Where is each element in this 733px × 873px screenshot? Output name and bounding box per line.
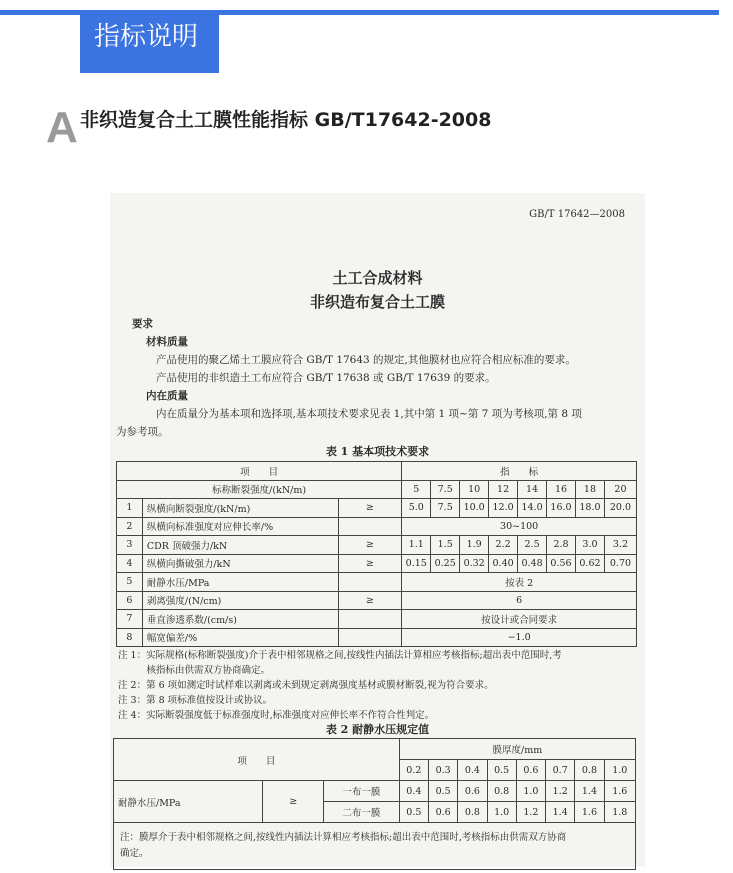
table2-note-row	[114, 823, 636, 870]
row-name: 耐静水压/MPa	[142, 573, 338, 592]
section-title: 非织造复合土工膜性能指标 GB/T17642-2008	[80, 109, 492, 131]
value-cell: 0.8	[458, 802, 487, 823]
value-cell: 0.5	[428, 781, 457, 802]
spec-cell: 12	[489, 480, 518, 499]
row-name: 纵横向标准强度对应伸长率/%	[142, 517, 338, 536]
value-cell: 2.8	[547, 536, 576, 555]
row-name: 一布一膜	[324, 781, 400, 802]
doc-title-sub: 非织造布复合土工膜	[309, 293, 445, 311]
thickness-cell: 0.6	[516, 760, 545, 781]
row-operator	[338, 610, 402, 629]
value-cell: 20.0	[604, 499, 636, 518]
table2-header-row	[114, 739, 636, 760]
standard-document-scan	[110, 193, 645, 867]
table1-header-index: 指 标	[402, 462, 637, 481]
heading-material-quality: 材料质量	[146, 336, 188, 348]
table-row	[117, 573, 637, 592]
thickness-cell: 0.7	[546, 760, 575, 781]
value-cell: 0.48	[518, 554, 547, 573]
row-name: 纵横向撕破强力/kN	[142, 554, 338, 573]
value-cell: 1.4	[575, 781, 604, 802]
row-operator: ≥	[338, 554, 402, 573]
row-number: 8	[117, 628, 143, 647]
row-name: 幅宽偏差/%	[142, 628, 338, 647]
value-cell: 0.15	[402, 554, 431, 573]
row-number: 6	[117, 591, 143, 610]
value-cell: 2.5	[518, 536, 547, 555]
value-cell: 1.2	[546, 781, 575, 802]
merged-value-cell: 按设计或合同要求	[402, 610, 637, 629]
doc-title-main: 土工合成材料	[332, 269, 423, 287]
row-name: 纵横向断裂强度/(kN/m)	[142, 499, 338, 518]
value-cell: 1.6	[604, 781, 635, 802]
value-cell: 0.6	[428, 802, 457, 823]
table2-header-thickness: 膜厚度/mm	[399, 739, 635, 760]
row-operator	[338, 573, 402, 592]
table2-note-line-2: 确定。	[120, 848, 149, 859]
value-cell: 0.62	[575, 554, 604, 573]
spec-cell: 5	[402, 480, 431, 499]
value-cell: 1.9	[460, 536, 489, 555]
paragraph-3b: 为参考项。	[116, 426, 169, 438]
value-cell: 2.2	[489, 536, 518, 555]
table1-spec-row	[117, 480, 637, 499]
paragraph-3a: 内在质量分为基本项和选择项,基本项技术要求见表 1,其中第 1 项~第 7 项为考核项,第 8 项	[156, 408, 582, 420]
value-cell: 7.5	[431, 499, 460, 518]
row-number: 1	[117, 499, 143, 518]
table-row	[117, 499, 637, 518]
value-cell: 0.25	[431, 554, 460, 573]
row-name: 二布一膜	[324, 802, 400, 823]
table1-basic-requirements	[116, 461, 637, 647]
table2-note-line-1: 注：膜厚介于表中相邻规格之间,按线性内插法计算相应考核指标;超出表中范围时,考核指标由供需双方协商	[120, 832, 567, 843]
value-cell: 1.6	[575, 802, 604, 823]
spec-cell: 7.5	[431, 480, 460, 499]
heading-requirements: 要求	[132, 318, 153, 330]
table-row	[117, 591, 637, 610]
merged-value-cell: −1.0	[402, 628, 637, 647]
table1-header-row	[117, 462, 637, 481]
value-cell: 1.5	[431, 536, 460, 555]
table-row	[117, 554, 637, 573]
value-cell: 0.40	[489, 554, 518, 573]
value-cell: 0.6	[458, 781, 487, 802]
merged-value-cell: 30~100	[402, 517, 637, 536]
table1-note-1-cont: 核指标由供需双方协商确定。	[118, 665, 271, 676]
spec-cell: 16	[547, 480, 576, 499]
value-cell: 0.8	[487, 781, 516, 802]
section-letter: A	[46, 103, 78, 152]
table2-hydrostatic-pressure	[113, 738, 636, 870]
table-row	[117, 536, 637, 555]
value-cell: 12.0	[489, 499, 518, 518]
value-cell: 3.0	[575, 536, 604, 555]
value-cell: 1.4	[546, 802, 575, 823]
row-name: CDR 顶破强力/kN	[142, 536, 338, 555]
thickness-cell: 1.0	[604, 760, 635, 781]
row-number: 7	[117, 610, 143, 629]
spec-cell: 20	[604, 480, 636, 499]
value-cell: 3.2	[604, 536, 636, 555]
thickness-cell: 0.4	[458, 760, 487, 781]
table1-spec-label: 标称断裂强度/(kN/m)	[117, 480, 402, 499]
row-number: 3	[117, 536, 143, 555]
table-row	[117, 517, 637, 536]
paragraph-1: 产品使用的聚乙烯土工膜应符合 GB/T 17643 的规定,其他膜材也应符合相应标准的要求。	[156, 354, 576, 366]
heading-inner-quality: 内在质量	[146, 390, 188, 402]
value-cell: 0.70	[604, 554, 636, 573]
value-cell: 16.0	[547, 499, 576, 518]
value-cell: 0.4	[399, 781, 428, 802]
value-cell: 0.56	[547, 554, 576, 573]
table2-row-label: 耐静水压/MPa	[114, 781, 263, 823]
spec-cell: 10	[460, 480, 489, 499]
table2-caption: 表 2 耐静水压规定值	[325, 723, 430, 736]
table1-header-item: 项 目	[117, 462, 402, 481]
merged-value-cell: 6	[402, 591, 637, 610]
value-cell: 1.0	[516, 781, 545, 802]
value-cell: 0.32	[460, 554, 489, 573]
value-cell: 1.2	[516, 802, 545, 823]
thickness-cell: 0.2	[399, 760, 428, 781]
spec-cell: 18	[575, 480, 604, 499]
section-badge: 指标说明	[80, 15, 219, 73]
table2-header-item: 项 目	[114, 739, 400, 781]
thickness-cell: 0.5	[487, 760, 516, 781]
table1-caption: 表 1 基本项技术要求	[325, 445, 430, 458]
thickness-cell: 0.3	[428, 760, 457, 781]
merged-value-cell: 按表 2	[402, 573, 637, 592]
row-operator: ≥	[338, 536, 402, 555]
table-row	[114, 781, 636, 802]
table2-operator: ≥	[263, 781, 324, 823]
value-cell: 1.8	[604, 802, 635, 823]
value-cell: 5.0	[402, 499, 431, 518]
row-operator: ≥	[338, 591, 402, 610]
table1-note-4: 注 4：实际断裂强度低于标准强度时,标准强度对应伸长率不作符合性判定。	[118, 710, 435, 721]
value-cell: 1.1	[402, 536, 431, 555]
value-cell: 1.0	[487, 802, 516, 823]
row-name: 剥离强度/(N/cm)	[142, 591, 338, 610]
thickness-cell: 0.8	[575, 760, 604, 781]
row-operator	[338, 517, 402, 536]
value-cell: 14.0	[518, 499, 547, 518]
row-operator	[338, 628, 402, 647]
spec-cell: 14	[518, 480, 547, 499]
value-cell: 10.0	[460, 499, 489, 518]
table-row	[117, 628, 637, 647]
table2-note	[114, 823, 636, 870]
row-name: 垂直渗透系数/(cm/s)	[142, 610, 338, 629]
standard-number: GB/T 17642—2008	[529, 209, 625, 220]
table1-note-1: 注 1：实际规格(标称断裂强度)介于表中相邻规格之间,按线性内插法计算相应考核指标;超出表中范围时,考	[118, 650, 562, 661]
table-row	[117, 610, 637, 629]
table1-note-3: 注 3：第 8 项标准值按设计或协议。	[118, 695, 273, 706]
value-cell: 18.0	[575, 499, 604, 518]
row-operator: ≥	[338, 499, 402, 518]
row-number: 5	[117, 573, 143, 592]
row-number: 2	[117, 517, 143, 536]
table1-note-2: 注 2：第 6 项如测定时试样难以剥离或未到规定剥离强度基材或膜材断裂,视为符合要求。	[118, 680, 494, 691]
paragraph-2: 产品使用的非织造土工布应符合 GB/T 17638 或 GB/T 17639 的要求。	[156, 372, 496, 384]
value-cell: 0.5	[399, 802, 428, 823]
row-number: 4	[117, 554, 143, 573]
